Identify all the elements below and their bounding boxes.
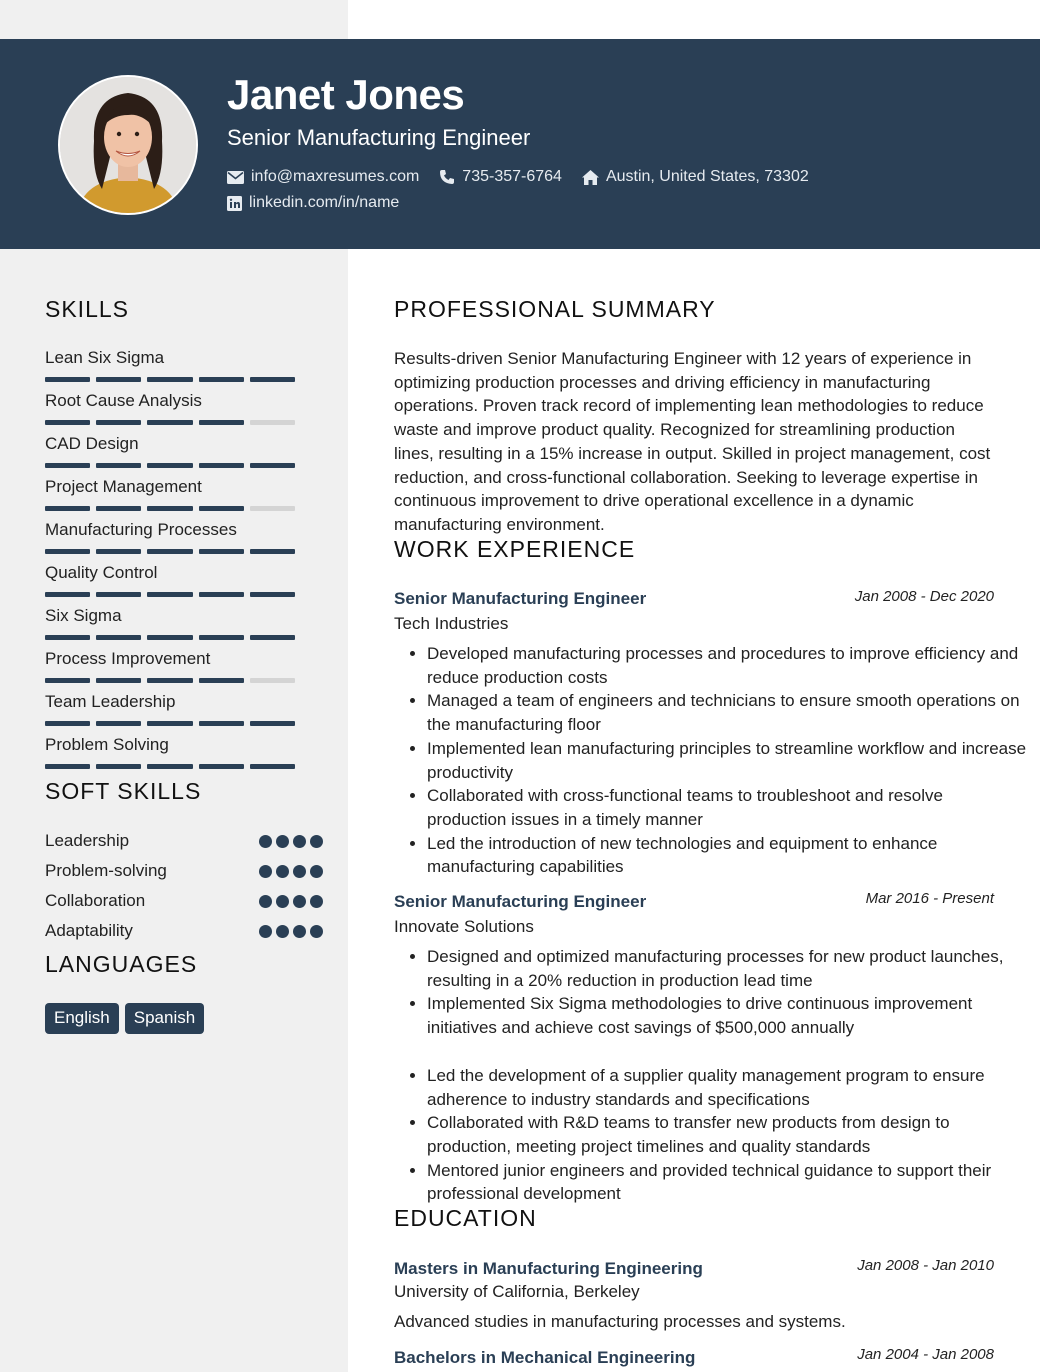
skill-level-segment xyxy=(45,463,90,468)
skill-level-segment xyxy=(96,549,141,554)
skill-level-bar xyxy=(45,764,301,769)
rating-dot xyxy=(259,835,272,848)
skill-item xyxy=(45,391,301,425)
skills-heading: SKILLS xyxy=(45,296,129,322)
skill-level-segment xyxy=(147,764,192,769)
skill-level-segment xyxy=(45,764,90,769)
skill-level-segment xyxy=(147,463,192,468)
skill-item xyxy=(45,348,301,382)
skill-level-segment xyxy=(96,764,141,769)
skill-level-bar xyxy=(45,635,301,640)
skill-item xyxy=(45,606,301,640)
summary-heading: PROFESSIONAL SUMMARY xyxy=(394,296,716,322)
soft-skill-item xyxy=(45,831,295,851)
language-tag: English xyxy=(45,1003,119,1034)
skill-item xyxy=(45,649,301,683)
job-bullets xyxy=(394,642,1027,879)
skill-level-segment xyxy=(45,377,90,382)
school-name: University of California, Berkeley xyxy=(394,1282,640,1301)
job-bullet: • Implemented lean manufacturing principles to streamline workflow and increase productivity xyxy=(427,737,1027,784)
education-heading: EDUCATION xyxy=(394,1205,537,1231)
skill-level-segment xyxy=(147,420,192,425)
skill-level-segment xyxy=(96,721,141,726)
rating-dot xyxy=(293,835,306,848)
home-icon xyxy=(582,170,599,185)
skill-level-segment xyxy=(147,635,192,640)
skill-level-segment xyxy=(147,377,192,382)
skill-level-bar xyxy=(45,592,301,597)
skill-level-segment xyxy=(96,377,141,382)
skill-level-segment xyxy=(147,506,192,511)
education-dates: Jan 2008 - Jan 2010 xyxy=(857,1257,994,1274)
job-bullet: • Led the introduction of new technologies and equipment to enhance manufacturing capabilities xyxy=(427,832,1027,879)
skill-level-segment xyxy=(250,506,295,511)
skill-level-segment xyxy=(199,678,244,683)
skill-level-segment xyxy=(250,592,295,597)
skill-item xyxy=(45,434,301,468)
job-bullet: • Collaborated with cross-functional teams to troubleshoot and resolve production issues in a timely manner xyxy=(427,784,1027,831)
job-bullet: • Mentored junior engineers and provided technical guidance to support their professional development xyxy=(427,1159,1027,1206)
skill-level-segment xyxy=(199,463,244,468)
rating-dot xyxy=(310,865,323,878)
contact-location xyxy=(582,168,809,186)
summary-text: Results-driven Senior Manufacturing Engineer with 12 years of experience in optimizing production processes and driving efficiency in manufacturing operations. Proven track record of implementing lean methodologies to reduce waste and improve product quality. Recognized for streamlining production lines, resulting in a 15% increase in output. Skilled in project management, cost reduction, and cross-functional collaboration. Seeking to leverage expertise in continuous improvement to drive operational excellence in a dynamic manufacturing environment. xyxy=(394,349,991,534)
job-bullets xyxy=(394,945,1027,1206)
skill-level-segment xyxy=(250,463,295,468)
skill-level-bar xyxy=(45,420,301,425)
skill-level-segment xyxy=(96,678,141,683)
contact-linkedin[interactable] xyxy=(227,194,399,212)
skill-label: Root Cause Analysis xyxy=(45,391,202,410)
job-company: Tech Industries xyxy=(394,614,509,633)
email-text: info@maxresumes.com xyxy=(251,168,420,185)
skill-level-segment xyxy=(45,635,90,640)
skill-level-segment xyxy=(199,420,244,425)
skill-label: CAD Design xyxy=(45,434,139,453)
job-dates: Jan 2008 - Dec 2020 xyxy=(854,588,994,605)
soft-skill-item xyxy=(45,921,295,941)
experience-heading: WORK EXPERIENCE xyxy=(394,536,636,562)
rating-dot xyxy=(259,895,272,908)
skill-level-segment xyxy=(96,506,141,511)
job-company: Innovate Solutions xyxy=(394,917,534,936)
degree-title: Masters in Manufacturing Engineering xyxy=(394,1259,703,1278)
skill-level-segment xyxy=(199,764,244,769)
languages-list xyxy=(45,1003,210,1034)
rating-dot xyxy=(293,895,306,908)
contact-row xyxy=(227,168,829,186)
skill-label: Process Improvement xyxy=(45,649,211,668)
skill-level-segment xyxy=(250,549,295,554)
phone-text: 735-357-6764 xyxy=(462,168,562,185)
languages-heading: LANGUAGES xyxy=(45,951,198,977)
soft-skill-rating xyxy=(259,895,327,908)
rating-dot xyxy=(310,925,323,938)
contact-email[interactable] xyxy=(227,168,419,186)
skill-level-bar xyxy=(45,549,301,554)
contact-phone[interactable] xyxy=(439,168,562,186)
skill-level-segment xyxy=(45,549,90,554)
skill-level-segment xyxy=(96,420,141,425)
candidate-title: Senior Manufacturing Engineer xyxy=(227,125,531,150)
soft-skills-heading: SOFT SKILLS xyxy=(45,778,202,804)
job-bullet: • Designed and optimized manufacturing processes for new product launches, resulting in a 20% reduction in production lead time xyxy=(427,945,1027,992)
rating-dot xyxy=(276,865,289,878)
skill-level-segment xyxy=(250,377,295,382)
profile-photo xyxy=(58,75,198,215)
skill-label: Team Leadership xyxy=(45,692,176,711)
skill-label: Six Sigma xyxy=(45,606,122,625)
skill-label: Lean Six Sigma xyxy=(45,348,165,367)
skill-level-segment xyxy=(250,635,295,640)
education-dates: Jan 2004 - Jan 2008 xyxy=(857,1346,994,1363)
skill-level-segment xyxy=(147,721,192,726)
skill-level-segment xyxy=(199,506,244,511)
skill-label: Quality Control xyxy=(45,563,158,582)
skill-label: Problem Solving xyxy=(45,735,169,754)
skill-level-bar xyxy=(45,463,301,468)
phone-icon xyxy=(439,169,455,185)
skill-level-segment xyxy=(250,721,295,726)
job-bullet: • Developed manufacturing processes and procedures to improve efficiency and reduce production costs xyxy=(427,642,1027,689)
soft-skill-label: Leadership xyxy=(45,831,130,850)
skill-item xyxy=(45,520,301,554)
skill-level-segment xyxy=(147,592,192,597)
skill-level-segment xyxy=(45,506,90,511)
job-bullet: • Led the development of a supplier quality management program to ensure adherence to industry standards and specifications xyxy=(427,1064,1027,1111)
rating-dot xyxy=(276,895,289,908)
skill-level-segment xyxy=(147,678,192,683)
skill-level-segment xyxy=(96,592,141,597)
soft-skill-rating xyxy=(259,925,327,938)
soft-skill-label: Collaboration xyxy=(45,891,146,910)
skill-level-segment xyxy=(199,721,244,726)
soft-skill-label: Problem-solving xyxy=(45,861,167,880)
job-bullet: • Implemented Six Sigma methodologies to drive continuous improvement initiatives and achieve cost savings of $500,000 annually xyxy=(427,992,1027,1039)
job-dates: Mar 2016 - Present xyxy=(865,890,994,907)
skill-level-bar xyxy=(45,678,301,683)
skill-item xyxy=(45,735,301,769)
skill-level-segment xyxy=(250,678,295,683)
skill-level-segment xyxy=(45,721,90,726)
skill-item xyxy=(45,477,301,511)
linkedin-text: linkedin.com/in/name xyxy=(249,194,400,211)
skill-level-segment xyxy=(45,678,90,683)
soft-skill-item xyxy=(45,891,295,911)
skill-label: Manufacturing Processes xyxy=(45,520,237,539)
rating-dot xyxy=(276,925,289,938)
language-tag: Spanish xyxy=(125,1003,204,1034)
rating-dot xyxy=(310,895,323,908)
soft-skill-rating xyxy=(259,865,327,878)
soft-skill-rating xyxy=(259,835,327,848)
skill-level-segment xyxy=(199,635,244,640)
skill-level-segment xyxy=(199,549,244,554)
education-description: Advanced studies in manufacturing processes and systems. xyxy=(394,1312,846,1331)
skill-level-segment xyxy=(199,592,244,597)
linkedin-icon xyxy=(227,196,242,211)
soft-skill-item xyxy=(45,861,295,881)
location-text: Austin, United States, 73302 xyxy=(605,168,809,185)
envelope-icon xyxy=(227,171,244,184)
skill-item xyxy=(45,563,301,597)
skill-level-segment xyxy=(96,463,141,468)
job-bullet: • Collaborated with R&D teams to transfer new products from design to production, meeting project timelines and quality standards xyxy=(427,1111,1027,1158)
job-bullet: • Managed a team of engineers and technicians to ensure smooth operations on the manufacturing floor xyxy=(427,689,1027,736)
skill-level-segment xyxy=(147,549,192,554)
skill-level-segment xyxy=(45,592,90,597)
skill-level-segment xyxy=(96,635,141,640)
skill-level-segment xyxy=(199,377,244,382)
contact-row-linkedin xyxy=(227,194,419,212)
job-title: Senior Manufacturing Engineer xyxy=(394,589,647,608)
rating-dot xyxy=(259,865,272,878)
skill-label: Project Management xyxy=(45,477,202,496)
rating-dot xyxy=(293,865,306,878)
rating-dot xyxy=(293,925,306,938)
skill-level-bar xyxy=(45,506,301,511)
skill-level-bar xyxy=(45,721,301,726)
soft-skill-label: Adaptability xyxy=(45,921,133,940)
degree-title: Bachelors in Mechanical Engineering xyxy=(394,1348,696,1367)
skill-level-segment xyxy=(250,420,295,425)
rating-dot xyxy=(259,925,272,938)
rating-dot xyxy=(310,835,323,848)
skill-item xyxy=(45,692,301,726)
skill-level-segment xyxy=(250,764,295,769)
rating-dot xyxy=(276,835,289,848)
job-title: Senior Manufacturing Engineer xyxy=(394,892,647,911)
candidate-name: Janet Jones xyxy=(227,71,465,118)
skill-level-segment xyxy=(45,420,90,425)
skill-level-bar xyxy=(45,377,301,382)
resume-header xyxy=(0,39,1040,249)
